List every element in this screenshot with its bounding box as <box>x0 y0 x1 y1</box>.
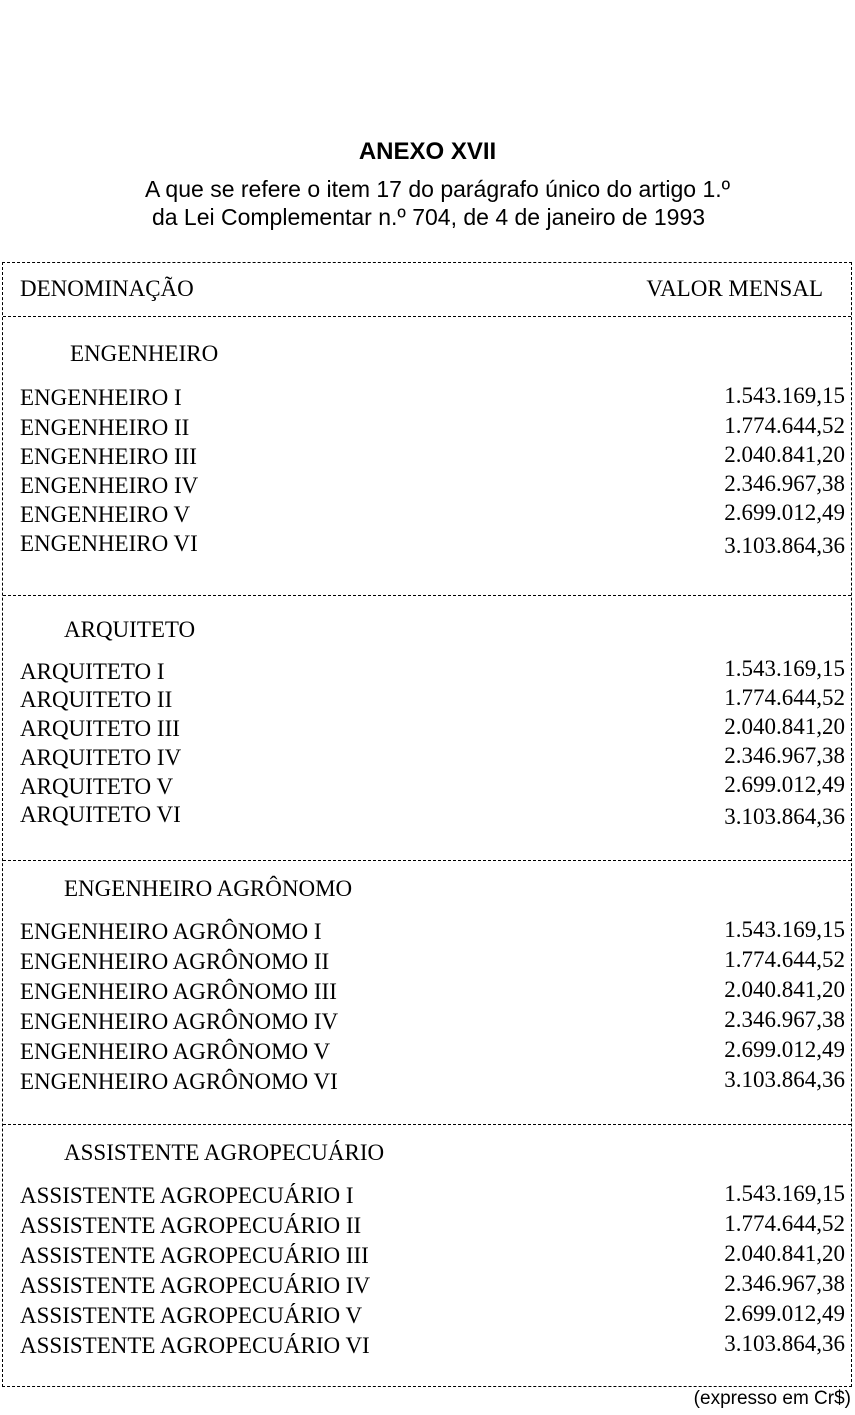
table-row <box>20 656 845 689</box>
table-row <box>20 919 845 949</box>
table-row <box>20 385 845 415</box>
table-row <box>20 1273 845 1303</box>
row-name: ASSISTENTE AGROPECUÁRIO IV <box>20 1273 371 1298</box>
row-name: ENGENHEIRO AGRÔNOMO I <box>20 919 322 944</box>
header-valor-mensal: VALOR MENSAL <box>646 276 823 301</box>
row-name: ARQUITETO I <box>20 659 165 684</box>
currency-footnote: (expresso em Cr$) <box>693 1388 851 1409</box>
row-value: 3.103.864,36 <box>724 1067 845 1092</box>
row-name: ENGENHEIRO AGRÔNOMO II <box>20 949 330 974</box>
row-name: ARQUITETO V <box>20 774 174 799</box>
table-row <box>20 444 845 474</box>
row-value: 2.346.967,38 <box>724 743 845 768</box>
table-row <box>20 745 845 775</box>
salary-table <box>2 262 852 1387</box>
table-row <box>20 687 845 717</box>
subtitle-line-2: da Lei Complementar n.º 704, de 4 de janeiro de 1993 <box>151 204 706 230</box>
annex-title: ANEXO XVII <box>358 138 497 165</box>
row-value: 2.699.012,49 <box>724 1301 845 1326</box>
row-value: 2.040.841,20 <box>724 442 845 467</box>
row-name: ASSISTENTE AGROPECUÁRIO I <box>20 1183 354 1208</box>
table-row <box>20 415 845 445</box>
section-title: ARQUITETO <box>64 617 196 642</box>
row-name: ARQUITETO VI <box>20 802 181 827</box>
table-row <box>20 1039 845 1069</box>
row-value: 2.699.012,49 <box>724 500 845 525</box>
row-name: ARQUITETO IV <box>20 745 182 770</box>
section-title: ENGENHEIRO AGRÔNOMO <box>64 876 353 901</box>
table-row <box>20 1009 845 1039</box>
row-name: ASSISTENTE AGROPECUÁRIO III <box>20 1243 369 1268</box>
row-name: ARQUITETO II <box>20 687 173 712</box>
row-name: ASSISTENTE AGROPECUÁRIO II <box>20 1213 362 1238</box>
row-value: 1.774.644,52 <box>724 947 845 972</box>
table-header <box>3 263 851 317</box>
table-row <box>20 1303 845 1333</box>
section-title: ENGENHEIRO <box>70 341 219 366</box>
section-assistente-agropecuario <box>3 1124 851 1386</box>
row-name: ASSISTENTE AGROPECUÁRIO V <box>20 1303 363 1328</box>
table-row <box>20 1069 845 1099</box>
row-name: ENGENHEIRO IV <box>20 473 199 498</box>
table-row <box>20 949 845 979</box>
table-row <box>20 502 845 532</box>
table-row <box>20 473 845 503</box>
row-value: 1.774.644,52 <box>724 1211 845 1236</box>
row-value: 2.346.967,38 <box>724 1271 845 1296</box>
row-value: 3.103.864,36 <box>724 1331 845 1356</box>
row-name: ASSISTENTE AGROPECUÁRIO VI <box>20 1333 370 1358</box>
row-value: 2.040.841,20 <box>724 977 845 1002</box>
row-name: ARQUITETO III <box>20 716 180 741</box>
table-row <box>20 802 845 832</box>
table-row <box>20 774 845 804</box>
table-row <box>20 1183 845 1213</box>
row-name: ENGENHEIRO AGRÔNOMO V <box>20 1039 331 1064</box>
row-value: 2.040.841,20 <box>724 1241 845 1266</box>
row-value: 2.699.012,49 <box>724 1037 845 1062</box>
table-row <box>20 716 845 746</box>
row-value: 1.774.644,52 <box>724 413 845 438</box>
row-name: ENGENHEIRO AGRÔNOMO IV <box>20 1009 339 1034</box>
subtitle-line-1: A que se refere o item 17 do parágrafo único do artigo 1.º <box>144 176 731 202</box>
row-name: ENGENHEIRO VI <box>20 531 198 556</box>
table-row <box>20 1243 845 1273</box>
table-row <box>20 979 845 1009</box>
row-value: 1.543.169,15 <box>724 917 845 942</box>
section-engenheiro-agronomo <box>3 860 851 1125</box>
row-value: 1.543.169,15 <box>724 656 845 681</box>
row-name: ENGENHEIRO II <box>20 415 190 440</box>
row-value: 2.346.967,38 <box>724 471 845 496</box>
row-value: 2.699.012,49 <box>724 772 845 797</box>
row-name: ENGENHEIRO I <box>20 385 182 410</box>
row-name: ENGENHEIRO AGRÔNOMO III <box>20 979 337 1004</box>
row-value: 1.774.644,52 <box>724 685 845 710</box>
row-name: ENGENHEIRO III <box>20 444 197 469</box>
header-denominacao: DENOMINAÇÃO <box>20 276 194 301</box>
table-row <box>20 531 845 561</box>
section-title: ASSISTENTE AGROPECUÁRIO <box>64 1140 385 1165</box>
row-name: ENGENHEIRO AGRÔNOMO VI <box>20 1069 338 1094</box>
section-engenheiro <box>3 317 851 596</box>
row-value: 3.103.864,36 <box>724 533 845 558</box>
row-value: 1.543.169,15 <box>724 1181 845 1206</box>
row-value: 2.040.841,20 <box>724 714 845 739</box>
row-value: 3.103.864,36 <box>724 804 845 829</box>
table-row <box>20 1213 845 1243</box>
table-row <box>20 1333 845 1363</box>
section-arquiteto <box>3 595 851 861</box>
row-name: ENGENHEIRO V <box>20 502 191 527</box>
row-value: 2.346.967,38 <box>724 1007 845 1032</box>
row-value: 1.543.169,15 <box>724 383 845 408</box>
